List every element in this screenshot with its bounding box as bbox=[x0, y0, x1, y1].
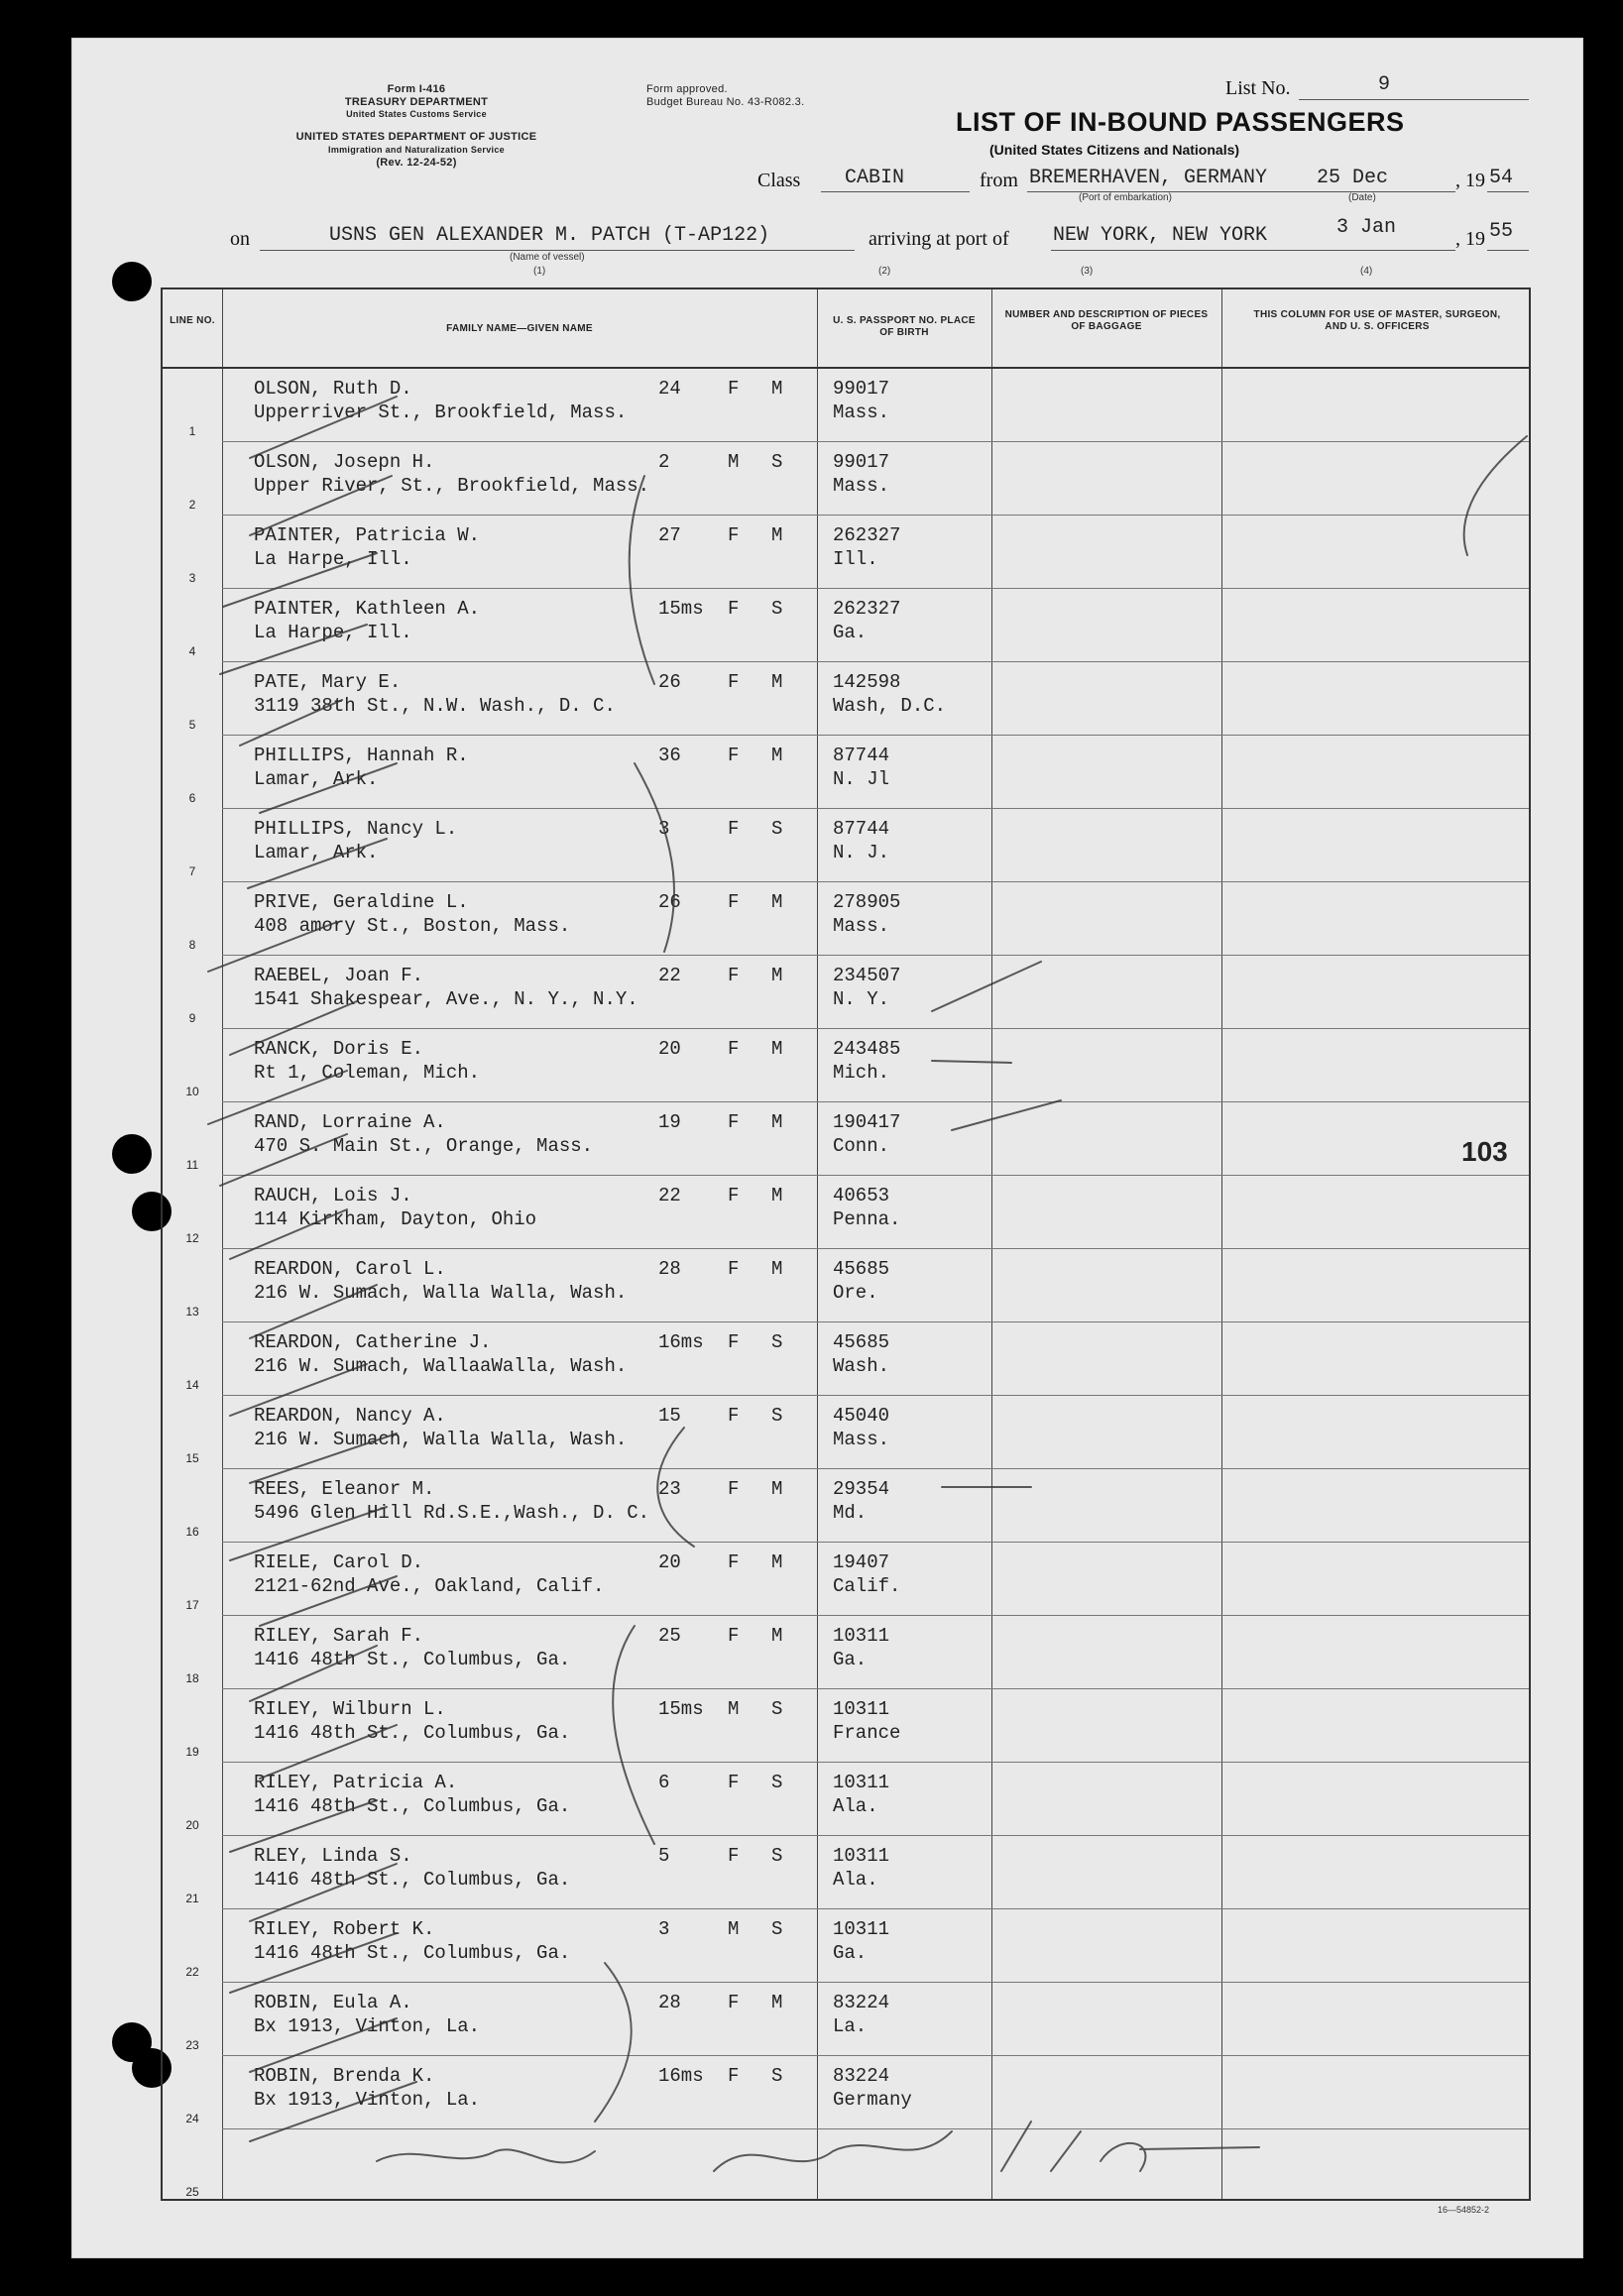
passenger-address: 1541 Shakespear, Ave., N. Y., N.Y. bbox=[254, 988, 638, 1010]
passenger-name: REARDON, Nancy A. bbox=[254, 1405, 446, 1427]
passenger-name: RILEY, Wilburn L. bbox=[254, 1698, 446, 1720]
place-of-birth: Mass. bbox=[833, 402, 890, 423]
passenger-sex: F bbox=[728, 598, 740, 620]
vessel-caption: (Name of vessel) bbox=[510, 252, 585, 263]
place-of-birth: Calif. bbox=[833, 1575, 901, 1597]
passenger-age: 27 bbox=[658, 524, 681, 546]
passenger-name: REES, Eleanor M. bbox=[254, 1478, 435, 1500]
passenger-age: 3 bbox=[658, 818, 670, 840]
marital-status: M bbox=[771, 1111, 783, 1133]
marital-status: S bbox=[771, 451, 783, 473]
col-2-number: (2) bbox=[878, 266, 891, 277]
passenger-age: 28 bbox=[658, 1992, 681, 2013]
passenger-address: 5496 Glen Hill Rd.S.E.,Wash., D. C. bbox=[254, 1502, 650, 1524]
justice-dept: UNITED STATES DEPARTMENT OF JUSTICE bbox=[295, 131, 537, 143]
passport-number: 142598 bbox=[833, 671, 901, 693]
table-row bbox=[163, 1396, 1529, 1469]
header-line-no: LINE NO. bbox=[170, 315, 215, 326]
passenger-address: 216 W. Sumach, Walla Walla, Wash. bbox=[254, 1282, 628, 1304]
line-number: 16 bbox=[185, 1525, 199, 1539]
passenger-address: Lamar, Ark. bbox=[254, 768, 379, 790]
customs-service: United States Customs Service bbox=[346, 109, 487, 119]
table-row bbox=[163, 442, 1529, 516]
header-name: FAMILY NAME—GIVEN NAME bbox=[446, 323, 593, 334]
passport-number: 10311 bbox=[833, 1845, 890, 1867]
line-number: 5 bbox=[188, 718, 196, 732]
passenger-name: PHILLIPS, Nancy L. bbox=[254, 818, 458, 840]
passport-number: 99017 bbox=[833, 378, 890, 400]
line-number: 1 bbox=[188, 424, 196, 438]
passenger-name: PAINTER, Kathleen A. bbox=[254, 598, 481, 620]
table-row bbox=[163, 662, 1529, 736]
passport-number: 10311 bbox=[833, 1772, 890, 1793]
from-label: from bbox=[980, 170, 1018, 191]
passenger-age: 24 bbox=[658, 378, 681, 400]
place-of-birth: Ga. bbox=[833, 1942, 868, 1964]
passenger-address: Lamar, Ark. bbox=[254, 842, 379, 863]
line-number: 25 bbox=[185, 2185, 199, 2199]
place-of-birth: N. Y. bbox=[833, 988, 890, 1010]
table-row bbox=[163, 1543, 1529, 1616]
footer-code: 16—54852-2 bbox=[1438, 2205, 1490, 2215]
line-number: 6 bbox=[188, 791, 196, 805]
arrival-year-underline bbox=[1487, 250, 1529, 251]
list-no-label: List No. bbox=[1225, 77, 1291, 99]
passenger-age: 19 bbox=[658, 1111, 681, 1133]
line-number: 15 bbox=[185, 1451, 199, 1465]
place-of-birth: Mass. bbox=[833, 915, 890, 937]
col-4-number: (4) bbox=[1360, 266, 1373, 277]
marital-status: S bbox=[771, 1698, 783, 1720]
passenger-age: 22 bbox=[658, 965, 681, 986]
passenger-table bbox=[161, 287, 1531, 2201]
passenger-age: 26 bbox=[658, 891, 681, 913]
budget-bureau: Budget Bureau No. 43-R082.3. bbox=[646, 96, 805, 108]
passenger-age: 16ms bbox=[658, 1331, 704, 1353]
line-number: 12 bbox=[185, 1231, 199, 1245]
table-row bbox=[163, 1029, 1529, 1102]
passenger-sex: F bbox=[728, 1405, 740, 1427]
passenger-age: 6 bbox=[658, 1772, 670, 1793]
passport-number: 83224 bbox=[833, 2065, 890, 2087]
passport-number: 87744 bbox=[833, 745, 890, 766]
passenger-name: PRIVE, Geraldine L. bbox=[254, 891, 469, 913]
arrival-year-prefix: , 19 bbox=[1455, 228, 1485, 250]
passenger-age: 5 bbox=[658, 1845, 670, 1867]
class-underline bbox=[821, 191, 970, 192]
place-of-birth: Mass. bbox=[833, 475, 890, 497]
marital-status: M bbox=[771, 1551, 783, 1573]
line-number: 9 bbox=[188, 1011, 196, 1025]
line-number: 23 bbox=[185, 2038, 199, 2052]
passport-number: 10311 bbox=[833, 1698, 890, 1720]
passenger-name: RILEY, Robert K. bbox=[254, 1918, 435, 1940]
table-row bbox=[163, 1909, 1529, 1983]
marital-status: S bbox=[771, 1845, 783, 1867]
passenger-address: Upper River, St., Brookfield, Mass. bbox=[254, 475, 650, 497]
marital-status: M bbox=[771, 1992, 783, 2013]
line-number: 2 bbox=[188, 498, 196, 512]
passenger-sex: F bbox=[728, 378, 740, 400]
passenger-name: ROBIN, Eula A. bbox=[254, 1992, 412, 2013]
passenger-sex: M bbox=[728, 1918, 740, 1940]
marital-status: M bbox=[771, 1258, 783, 1280]
passenger-address: Bx 1913, Vinton, La. bbox=[254, 2089, 481, 2111]
place-of-birth: Wash. bbox=[833, 1355, 890, 1377]
marital-status: M bbox=[771, 524, 783, 546]
passport-number: 45685 bbox=[833, 1258, 890, 1280]
table-row bbox=[163, 809, 1529, 882]
line-number: 19 bbox=[185, 1745, 199, 1759]
place-of-birth: Mich. bbox=[833, 1062, 890, 1084]
class-value: CABIN bbox=[845, 167, 905, 189]
passenger-age: 20 bbox=[658, 1038, 681, 1060]
passport-number: 243485 bbox=[833, 1038, 901, 1060]
marital-status: S bbox=[771, 1918, 783, 1940]
class-label: Class bbox=[757, 170, 801, 191]
passenger-sex: F bbox=[728, 2065, 740, 2087]
table-row bbox=[163, 589, 1529, 662]
passenger-name: RLEY, Linda S. bbox=[254, 1845, 412, 1867]
passenger-sex: F bbox=[728, 965, 740, 986]
treasury-dept: TREASURY DEPARTMENT bbox=[344, 96, 489, 108]
table-row bbox=[163, 2129, 1529, 2203]
date-caption: (Date) bbox=[1348, 192, 1376, 203]
form-number: Form I-416 bbox=[387, 83, 446, 95]
passenger-address: 1416 48th St., Columbus, Ga. bbox=[254, 1722, 571, 1744]
table-row bbox=[163, 369, 1529, 442]
header-baggage: NUMBER AND DESCRIPTION OF PIECES OF BAGGAGE bbox=[1004, 309, 1209, 332]
place-of-birth: Ga. bbox=[833, 1649, 868, 1670]
list-no-underline bbox=[1299, 99, 1529, 100]
place-of-birth: Penna. bbox=[833, 1208, 901, 1230]
passenger-name: OLSON, Ruth D. bbox=[254, 378, 412, 400]
passenger-name: PATE, Mary E. bbox=[254, 671, 402, 693]
punch-hole bbox=[112, 262, 152, 301]
passenger-sex: M bbox=[728, 451, 740, 473]
arriving-label: arriving at port of bbox=[869, 228, 1009, 250]
passenger-age: 2 bbox=[658, 451, 670, 473]
table-row bbox=[163, 882, 1529, 956]
place-of-birth: Ala. bbox=[833, 1869, 878, 1891]
passenger-sex: F bbox=[728, 1111, 740, 1133]
embark-date-value: 25 Dec bbox=[1317, 167, 1389, 189]
place-of-birth: Wash, D.C. bbox=[833, 695, 947, 717]
marital-status: M bbox=[771, 1625, 783, 1647]
col-3-number: (3) bbox=[1081, 266, 1094, 277]
line-number: 22 bbox=[185, 1965, 199, 1979]
passenger-address: 2121-62nd Ave., Oakland, Calif. bbox=[254, 1575, 605, 1597]
marital-status: M bbox=[771, 1038, 783, 1060]
marital-status: M bbox=[771, 378, 783, 400]
passenger-address: 470 S. Main St., Orange, Mass. bbox=[254, 1135, 594, 1157]
vessel-underline bbox=[260, 250, 855, 251]
place-of-birth: Mass. bbox=[833, 1429, 890, 1450]
passenger-sex: F bbox=[728, 1625, 740, 1647]
passport-number: 278905 bbox=[833, 891, 901, 913]
page-subtitle: (United States Citizens and Nationals) bbox=[989, 142, 1240, 158]
passport-number: 262327 bbox=[833, 524, 901, 546]
passenger-sex: F bbox=[728, 1551, 740, 1573]
line-number: 24 bbox=[185, 2112, 199, 2125]
passenger-sex: F bbox=[728, 1478, 740, 1500]
table-row bbox=[163, 1689, 1529, 1763]
passport-number: 234507 bbox=[833, 965, 901, 986]
passport-number: 45685 bbox=[833, 1331, 890, 1353]
place-of-birth: La. bbox=[833, 2015, 868, 2037]
revision-date: (Rev. 12-24-52) bbox=[376, 157, 457, 169]
passenger-address: 216 W. Sumach, WallaaWalla, Wash. bbox=[254, 1355, 628, 1377]
passport-number: 19407 bbox=[833, 1551, 890, 1573]
line-number: 4 bbox=[188, 644, 196, 658]
line-number: 17 bbox=[185, 1598, 199, 1612]
place-of-birth: Germany bbox=[833, 2089, 912, 2111]
table-row bbox=[163, 1176, 1529, 1249]
passport-number: 87744 bbox=[833, 818, 890, 840]
place-of-birth: Ga. bbox=[833, 622, 868, 643]
table-row bbox=[163, 1836, 1529, 1909]
table-row bbox=[163, 1763, 1529, 1836]
passenger-name: REARDON, Catherine J. bbox=[254, 1331, 492, 1353]
passenger-sex: F bbox=[728, 1845, 740, 1867]
marital-status: S bbox=[771, 1331, 783, 1353]
line-number: 18 bbox=[185, 1671, 199, 1685]
passenger-age: 36 bbox=[658, 745, 681, 766]
place-of-birth: Ill. bbox=[833, 548, 878, 570]
passenger-name: RAND, Lorraine A. bbox=[254, 1111, 446, 1133]
passenger-age: 23 bbox=[658, 1478, 681, 1500]
vessel-value: USNS GEN ALEXANDER M. PATCH (T-AP122) bbox=[329, 224, 770, 247]
on-label: on bbox=[230, 228, 250, 250]
table-row bbox=[163, 1322, 1529, 1396]
passport-number: 83224 bbox=[833, 1992, 890, 2013]
line-number: 7 bbox=[188, 864, 196, 878]
table-row bbox=[163, 1616, 1529, 1689]
place-of-birth: N. Jl bbox=[833, 768, 890, 790]
passenger-address: Rt 1, Coleman, Mich. bbox=[254, 1062, 481, 1084]
marital-status: M bbox=[771, 671, 783, 693]
passenger-age: 3 bbox=[658, 1918, 670, 1940]
passenger-address: Bx 1913, Vinton, La. bbox=[254, 2015, 481, 2037]
marital-status: M bbox=[771, 891, 783, 913]
arrival-underline bbox=[1051, 250, 1455, 251]
passenger-age: 20 bbox=[658, 1551, 681, 1573]
line-number: 21 bbox=[185, 1892, 199, 1905]
passenger-age: 26 bbox=[658, 671, 681, 693]
passenger-address: 1416 48th St., Columbus, Ga. bbox=[254, 1649, 571, 1670]
passenger-sex: F bbox=[728, 745, 740, 766]
table-row bbox=[163, 1983, 1529, 2056]
marital-status: M bbox=[771, 965, 783, 986]
marital-status: S bbox=[771, 2065, 783, 2087]
passenger-name: PAINTER, Patricia W. bbox=[254, 524, 481, 546]
line-number: 10 bbox=[185, 1085, 199, 1098]
passenger-age: 22 bbox=[658, 1185, 681, 1206]
passenger-name: RILEY, Sarah F. bbox=[254, 1625, 424, 1647]
passenger-address: 1416 48th St., Columbus, Ga. bbox=[254, 1869, 571, 1891]
place-of-birth: Ala. bbox=[833, 1795, 878, 1817]
place-of-birth: Ore. bbox=[833, 1282, 878, 1304]
passenger-sex: F bbox=[728, 1185, 740, 1206]
passenger-address: Upperriver St., Brookfield, Mass. bbox=[254, 402, 628, 423]
passenger-sex: F bbox=[728, 891, 740, 913]
passenger-sex: F bbox=[728, 1331, 740, 1353]
marital-status: S bbox=[771, 1772, 783, 1793]
passenger-sex: F bbox=[728, 671, 740, 693]
passport-number: 29354 bbox=[833, 1478, 890, 1500]
header-officers: THIS COLUMN FOR USE OF MASTER, SURGEON, AND U. S. OFFICERS bbox=[1253, 309, 1501, 332]
passenger-sex: M bbox=[728, 1698, 740, 1720]
punch-hole bbox=[112, 1134, 152, 1174]
line-number: 8 bbox=[188, 938, 196, 952]
table-row bbox=[163, 1249, 1529, 1322]
line-number: 14 bbox=[185, 1378, 199, 1392]
table-row bbox=[163, 736, 1529, 809]
passenger-age: 25 bbox=[658, 1625, 681, 1647]
passenger-age: 16ms bbox=[658, 2065, 704, 2087]
marital-status: M bbox=[771, 1478, 783, 1500]
header-passport: U. S. PASSPORT NO. PLACE OF BIRTH bbox=[833, 315, 976, 338]
passport-number: 40653 bbox=[833, 1185, 890, 1206]
passenger-name: RANCK, Doris E. bbox=[254, 1038, 424, 1060]
place-of-birth: France bbox=[833, 1722, 901, 1744]
passenger-address: 1416 48th St., Columbus, Ga. bbox=[254, 1942, 571, 1964]
passport-number: 10311 bbox=[833, 1625, 890, 1647]
place-of-birth: N. J. bbox=[833, 842, 890, 863]
passenger-name: RILEY, Patricia A. bbox=[254, 1772, 458, 1793]
port-arrival-value: NEW YORK, NEW YORK bbox=[1053, 224, 1268, 247]
passenger-sex: F bbox=[728, 1258, 740, 1280]
passenger-age: 15 bbox=[658, 1405, 681, 1427]
passenger-address: La Harpe, Ill. bbox=[254, 622, 412, 643]
marital-status: M bbox=[771, 745, 783, 766]
arrival-date-value: 3 Jan bbox=[1336, 216, 1397, 239]
passenger-name: RAUCH, Lois J. bbox=[254, 1185, 412, 1206]
passenger-name: OLSON, Josepn H. bbox=[254, 451, 435, 473]
passport-number: 10311 bbox=[833, 1918, 890, 1940]
col-1-number: (1) bbox=[533, 266, 546, 277]
embark-year-underline bbox=[1487, 191, 1529, 192]
port-embarkation-value: BREMERHAVEN, GERMANY bbox=[1029, 167, 1268, 189]
page-title: LIST OF IN-BOUND PASSENGERS bbox=[956, 107, 1405, 137]
passport-number: 99017 bbox=[833, 451, 890, 473]
passenger-name: ROBIN, Brenda K. bbox=[254, 2065, 435, 2087]
passport-number: 262327 bbox=[833, 598, 901, 620]
passenger-sex: F bbox=[728, 524, 740, 546]
passenger-sex: F bbox=[728, 1772, 740, 1793]
embark-year-value: 54 bbox=[1489, 167, 1514, 189]
passenger-name: PHILLIPS, Hannah R. bbox=[254, 745, 469, 766]
line-number: 11 bbox=[185, 1158, 199, 1172]
table-row bbox=[163, 956, 1529, 1029]
passenger-address: La Harpe, Ill. bbox=[254, 548, 412, 570]
passenger-age: 15ms bbox=[658, 598, 704, 620]
stamp-number: 103 bbox=[1461, 1136, 1508, 1167]
embark-year-prefix: , 19 bbox=[1455, 170, 1485, 191]
passport-number: 190417 bbox=[833, 1111, 901, 1133]
passport-number: 45040 bbox=[833, 1405, 890, 1427]
passenger-age: 28 bbox=[658, 1258, 681, 1280]
table-row bbox=[163, 516, 1529, 589]
arrival-year-value: 55 bbox=[1489, 220, 1514, 243]
marital-status: S bbox=[771, 598, 783, 620]
list-no-value: 9 bbox=[1378, 73, 1391, 96]
passenger-sex: F bbox=[728, 1038, 740, 1060]
port-caption: (Port of embarkation) bbox=[1079, 192, 1172, 203]
passenger-address: 114 Kirkham, Dayton, Ohio bbox=[254, 1208, 537, 1230]
passenger-address: 3119 38th St., N.W. Wash., D. C. bbox=[254, 695, 616, 717]
table-row bbox=[163, 2056, 1529, 2129]
passenger-address: 408 amory St., Boston, Mass. bbox=[254, 915, 571, 937]
form-approved: Form approved. bbox=[646, 83, 728, 95]
line-number: 20 bbox=[185, 1818, 199, 1832]
marital-status: S bbox=[771, 1405, 783, 1427]
passenger-name: RIELE, Carol D. bbox=[254, 1551, 424, 1573]
passenger-address: 1416 48th St., Columbus, Ga. bbox=[254, 1795, 571, 1817]
passenger-sex: F bbox=[728, 818, 740, 840]
passenger-name: RAEBEL, Joan F. bbox=[254, 965, 424, 986]
marital-status: M bbox=[771, 1185, 783, 1206]
line-number: 3 bbox=[188, 571, 196, 585]
passenger-name: REARDON, Carol L. bbox=[254, 1258, 446, 1280]
passenger-address: 216 W. Sumach, Walla Walla, Wash. bbox=[254, 1429, 628, 1450]
table-row bbox=[163, 1102, 1529, 1176]
table-row bbox=[163, 1469, 1529, 1543]
passenger-sex: F bbox=[728, 1992, 740, 2013]
passenger-age: 15ms bbox=[658, 1698, 704, 1720]
place-of-birth: Md. bbox=[833, 1502, 868, 1524]
line-number: 13 bbox=[185, 1305, 199, 1319]
place-of-birth: Conn. bbox=[833, 1135, 890, 1157]
marital-status: S bbox=[771, 818, 783, 840]
ins-service: Immigration and Naturalization Service bbox=[328, 145, 505, 155]
